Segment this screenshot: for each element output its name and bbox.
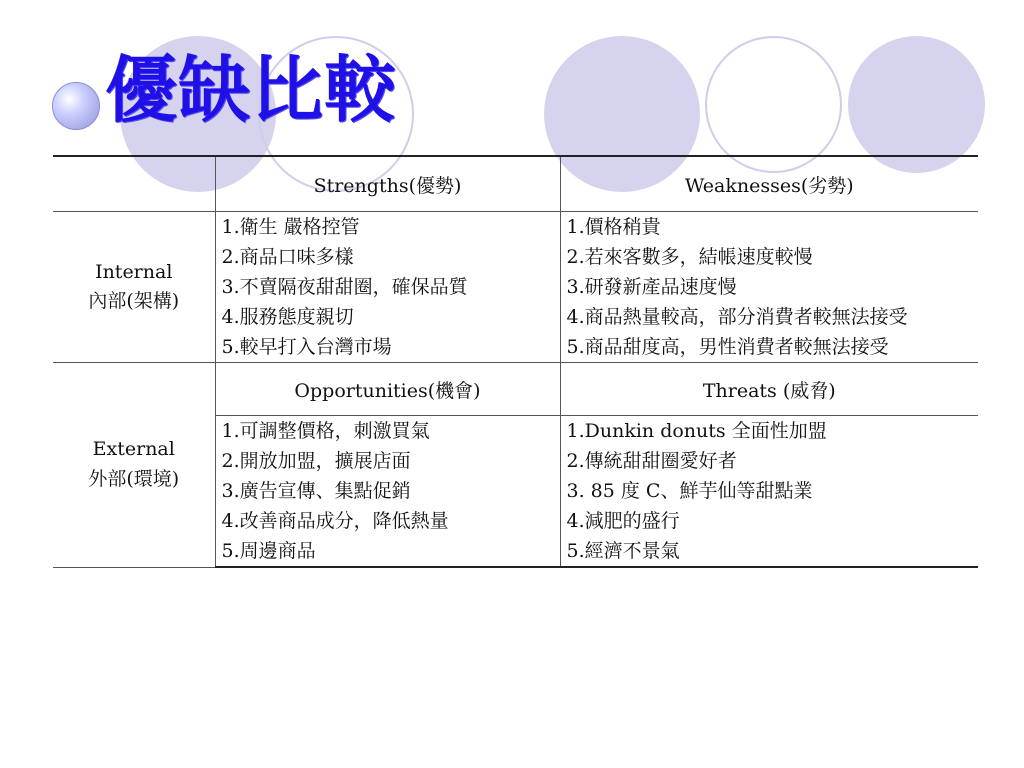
internal-label [53,212,215,363]
strengths-header: Strengths(優勢) [215,156,560,212]
list-item: 3.廣告宣傳、集點促銷 [221,480,411,502]
list-item: 5.商品甜度高，男性消費者較無法接受 [566,336,889,358]
list-item: 1.Dunkin donuts 全面性加盟 [566,420,827,442]
corner-cell [53,156,215,212]
list-item: 5.經濟不景氣 [566,540,680,562]
internal-label-en: Internal [95,260,173,283]
list-item: 4.服務態度親切 [221,306,354,328]
external-label-en: External [92,438,175,461]
opportunities-list [215,416,560,568]
list-item: 4.改善商品成分，降低熱量 [221,510,449,532]
list-item: 5.較早打入台灣市場 [221,336,392,358]
list-item: 5.周邊商品 [221,540,316,562]
list-item: 1.可調整價格，刺激買氣 [221,420,430,442]
slide-title: 優缺比較 [105,48,398,132]
swot-table [53,155,978,568]
internal-row [53,212,978,363]
header-row [53,156,978,212]
strengths-list [215,212,560,363]
list-item: 3.研發新產品速度慢 [566,276,737,298]
threats-header: Threats (威脅) [560,363,978,416]
decorative-circle-5 [848,36,985,173]
weaknesses-header: Weaknesses(劣勢) [560,156,978,212]
list-item: 3. 85 度 C、鮮芋仙等甜點業 [566,480,813,502]
internal-label-zh: 內部(架構) [88,290,180,312]
external-label-zh: 外部(環境) [88,467,180,490]
list-item: 1.衛生 嚴格控管 [221,216,360,238]
list-item: 2.若來客數多，結帳速度較慢 [566,246,813,268]
external-header-row [53,363,978,416]
list-item: 1.價格稍貴 [566,216,661,238]
list-item: 4.減肥的盛行 [566,510,680,532]
threats-list [560,416,978,568]
weaknesses-list [560,212,978,363]
decorative-circle-4 [705,36,842,173]
list-item: 3.不賣隔夜甜甜圈，確保品質 [221,276,468,298]
list-item: 4.商品熱量較高，部分消費者較無法接受 [566,306,908,328]
title-bullet-icon [52,82,100,130]
list-item: 2.商品口味多樣 [221,246,354,268]
list-item: 2.開放加盟，擴展店面 [221,450,411,472]
list-item: 2.傳統甜甜圈愛好者 [566,450,737,472]
opportunities-header: Opportunities(機會) [215,363,560,416]
external-label [53,363,215,568]
